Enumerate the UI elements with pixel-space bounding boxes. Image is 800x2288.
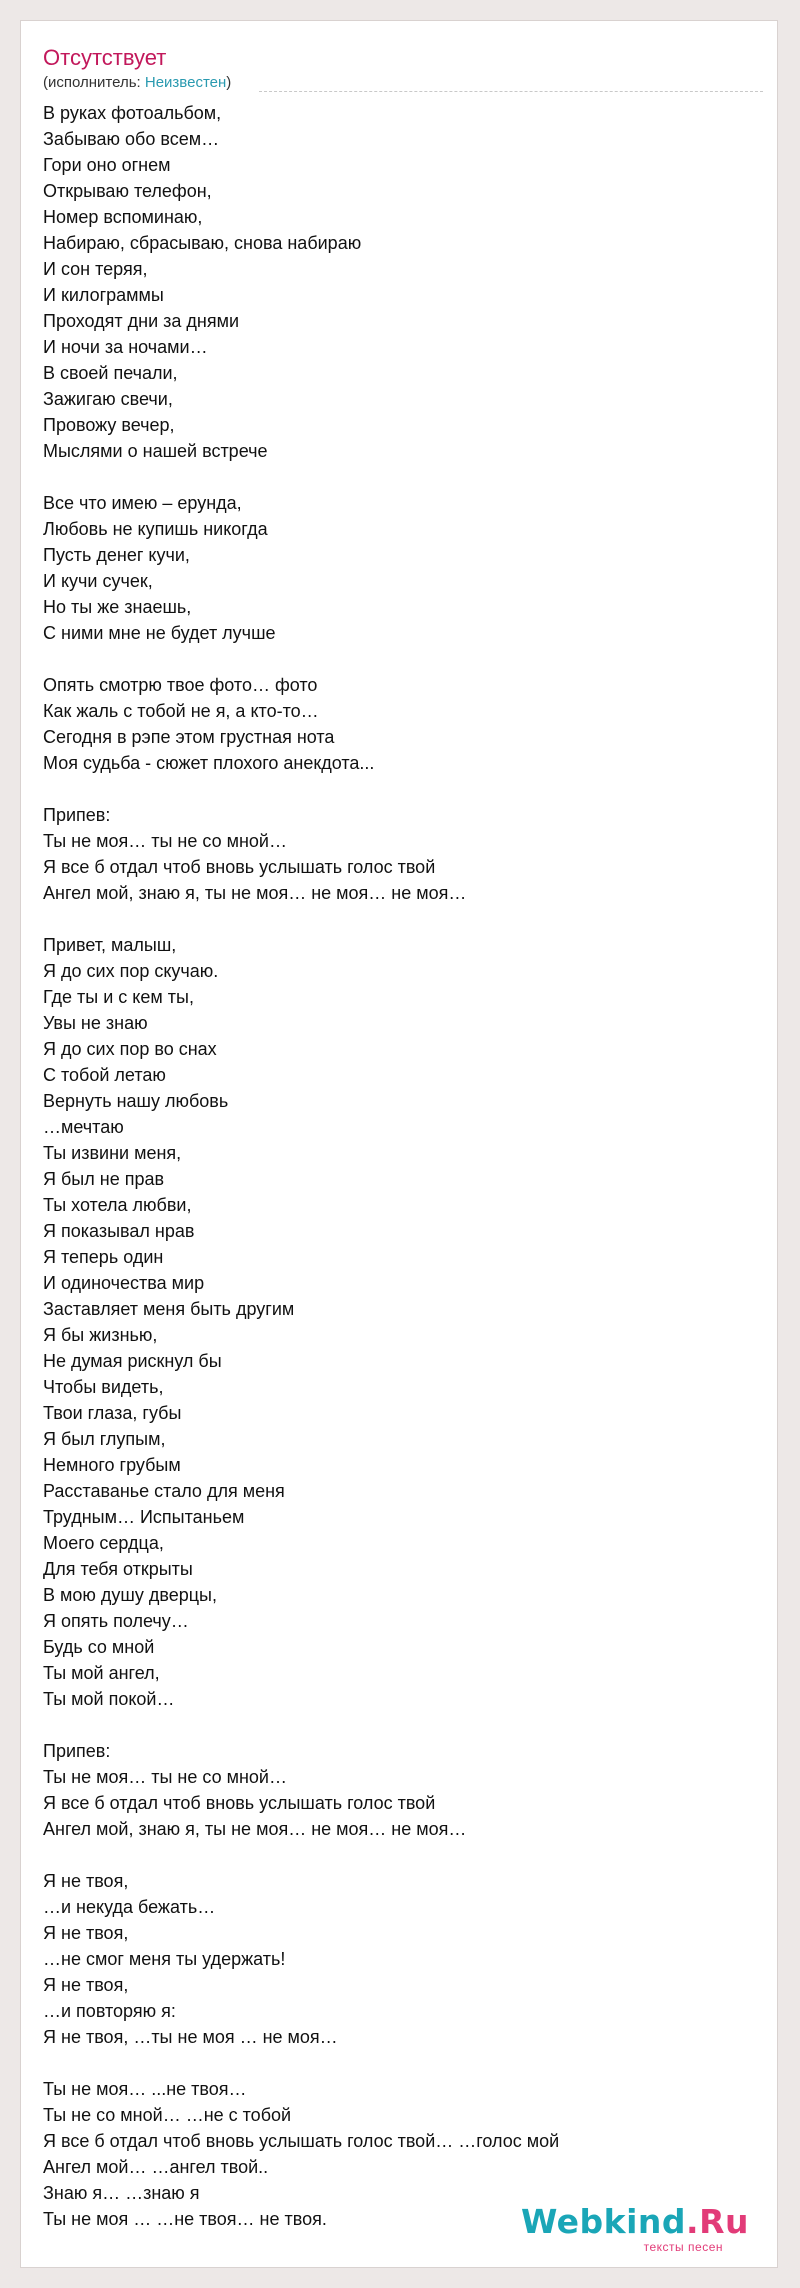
artist-line [43, 73, 231, 93]
lyrics-line: Ты не моя… ...не твоя… [43, 2079, 247, 2099]
title-divider [259, 91, 763, 92]
lyrics-line: Ты не моя … …не твоя… не твоя. [43, 2209, 327, 2229]
lyrics-line: …не смог меня ты удержать! [43, 1949, 286, 1969]
lyrics-line: В руках фотоальбом, [43, 103, 222, 123]
logo-tld: .Ru [686, 2202, 749, 2241]
lyrics-line: Привет, малыш, [43, 935, 177, 955]
lyrics-line: Для тебя открыты [43, 1559, 193, 1579]
lyrics-line: Я не твоя, [43, 1871, 129, 1891]
lyrics-line: И сон теряя, [43, 259, 148, 279]
lyrics-line: Опять смотрю твое фото… фото [43, 675, 318, 695]
lyrics-line: Ты не моя… ты не со мной… [43, 831, 287, 851]
lyrics-line: Провожу вечер, [43, 415, 175, 435]
lyrics-line: Ангел мой, знаю я, ты не моя… не моя… не моя… [43, 883, 467, 903]
lyrics-line: С ними мне не будет лучше [43, 623, 276, 643]
lyrics-line: Заставляет меня быть другим [43, 1299, 295, 1319]
lyrics-line: Но ты же знаешь, [43, 597, 192, 617]
song-card [20, 20, 778, 2268]
lyrics-line: Твои глаза, губы [43, 1403, 182, 1423]
lyrics-line: Как жаль с тобой не я, а кто-то… [43, 701, 319, 721]
lyrics-line: Зажигаю свечи, [43, 389, 173, 409]
lyrics-line: Проходят дни за днями [43, 311, 240, 331]
site-logo[interactable] [521, 2204, 749, 2254]
lyrics-line: Не думая рискнул бы [43, 1351, 222, 1371]
lyrics-line: Я все б отдал чтоб вновь услышать голос твой… …голос мой [43, 2131, 560, 2151]
lyrics-line: Припев: [43, 805, 111, 825]
lyrics-line: Увы не знаю [43, 1013, 148, 1033]
lyrics-line: Я до сих пор во снах [43, 1039, 217, 1059]
lyrics-line: Мыслями о нашей встрече [43, 441, 268, 461]
lyrics-line: Пусть денег кучи, [43, 545, 190, 565]
lyrics-line: Забываю обо всем… [43, 129, 220, 149]
lyrics-blank-line [43, 2050, 763, 2076]
lyrics-text [43, 100, 763, 2232]
lyrics-line: Знаю я… …знаю я [43, 2183, 200, 2203]
lyrics-line: Ты не со мной… …не с тобой [43, 2105, 292, 2125]
lyrics-line: Ты не моя… ты не со мной… [43, 1767, 287, 1787]
lyrics-blank-line [43, 1842, 763, 1868]
lyrics-line: В мою душу дверцы, [43, 1585, 217, 1605]
lyrics-line: Ты извини меня, [43, 1143, 182, 1163]
artist-prefix: (исполнитель: [43, 74, 145, 91]
lyrics-line: Чтобы видеть, [43, 1377, 164, 1397]
lyrics-blank-line [43, 1712, 763, 1738]
lyrics-line: Припев: [43, 1741, 111, 1761]
lyrics-line: Я не твоя, [43, 1975, 129, 1995]
logo-tagline: тексты песен [643, 2240, 723, 2254]
lyrics-line: Я не твоя, [43, 1923, 129, 1943]
lyrics-line: Ты хотела любви, [43, 1195, 192, 1215]
lyrics-line: Ангел мой… …ангел твой.. [43, 2157, 269, 2177]
lyrics-line: Я был не прав [43, 1169, 165, 1189]
lyrics-line: И ночи за ночами… [43, 337, 208, 357]
lyrics-line: Любовь не купишь никогда [43, 519, 268, 539]
lyrics-line: Открываю телефон, [43, 181, 212, 201]
lyrics-line: …мечтаю [43, 1117, 124, 1137]
lyrics-line: Все что имею – ерунда, [43, 493, 242, 513]
artist-link[interactable]: Неизвестен [144, 74, 227, 91]
lyrics-line: Гори оно огнем [43, 155, 171, 175]
lyrics-blank-line [43, 464, 763, 490]
lyrics-line: Ты мой ангел, [43, 1663, 160, 1683]
lyrics-line: Будь со мной [43, 1637, 155, 1657]
lyrics-line: Ангел мой, знаю я, ты не моя… не моя… не моя… [43, 1819, 467, 1839]
lyrics-line: Немного грубым [43, 1455, 181, 1475]
lyrics-line: Я показывал нрав [43, 1221, 195, 1241]
lyrics-line: Моя судьба - сюжет плохого анекдота... [43, 753, 375, 773]
artist-suffix: ) [226, 74, 232, 91]
lyrics-line: Ты мой покой… [43, 1689, 175, 1709]
lyrics-line: Я опять полечу… [43, 1611, 189, 1631]
lyrics-blank-line [43, 906, 763, 932]
lyrics-line: И одиночества мир [43, 1273, 205, 1293]
lyrics-line: Я теперь один [43, 1247, 164, 1267]
lyrics-line: Я все б отдал чтоб вновь услышать голос твой [43, 857, 436, 877]
lyrics-line: Расставанье стало для меня [43, 1481, 285, 1501]
lyrics-line: Я до сих пор скучаю. [43, 961, 219, 981]
lyrics-line: Я был глупым, [43, 1429, 166, 1449]
lyrics-line: С тобой летаю [43, 1065, 166, 1085]
lyrics-line: Я не твоя, …ты не моя … не моя… [43, 2027, 338, 2047]
song-title: Отсутствует [43, 45, 167, 70]
lyrics-line: Я все б отдал чтоб вновь услышать голос твой [43, 1793, 436, 1813]
logo-name: Webkind [520, 2202, 687, 2241]
lyrics-blank-line [43, 776, 763, 802]
lyrics-line: В своей печали, [43, 363, 178, 383]
lyrics-line: Моего сердца, [43, 1533, 164, 1553]
lyrics-line: Сегодня в рэпе этом грустная нота [43, 727, 335, 747]
lyrics-line: И килограммы [43, 285, 164, 305]
lyrics-line: Вернуть нашу любовь [43, 1091, 229, 1111]
logo-wordmark [521, 2204, 749, 2240]
lyrics-line: Трудным… Испытаньем [43, 1507, 245, 1527]
lyrics-line: Набираю, сбрасываю, снова набираю [43, 233, 362, 253]
lyrics-line: И кучи сучек, [43, 571, 153, 591]
lyrics-line: Я бы жизнью, [43, 1325, 158, 1345]
lyrics-blank-line [43, 646, 763, 672]
lyrics-line: …и повторяю я: [43, 2001, 176, 2021]
lyrics-line: Где ты и с кем ты, [43, 987, 194, 1007]
lyrics-line: …и некуда бежать… [43, 1897, 216, 1917]
lyrics-line: Номер вспоминаю, [43, 207, 203, 227]
